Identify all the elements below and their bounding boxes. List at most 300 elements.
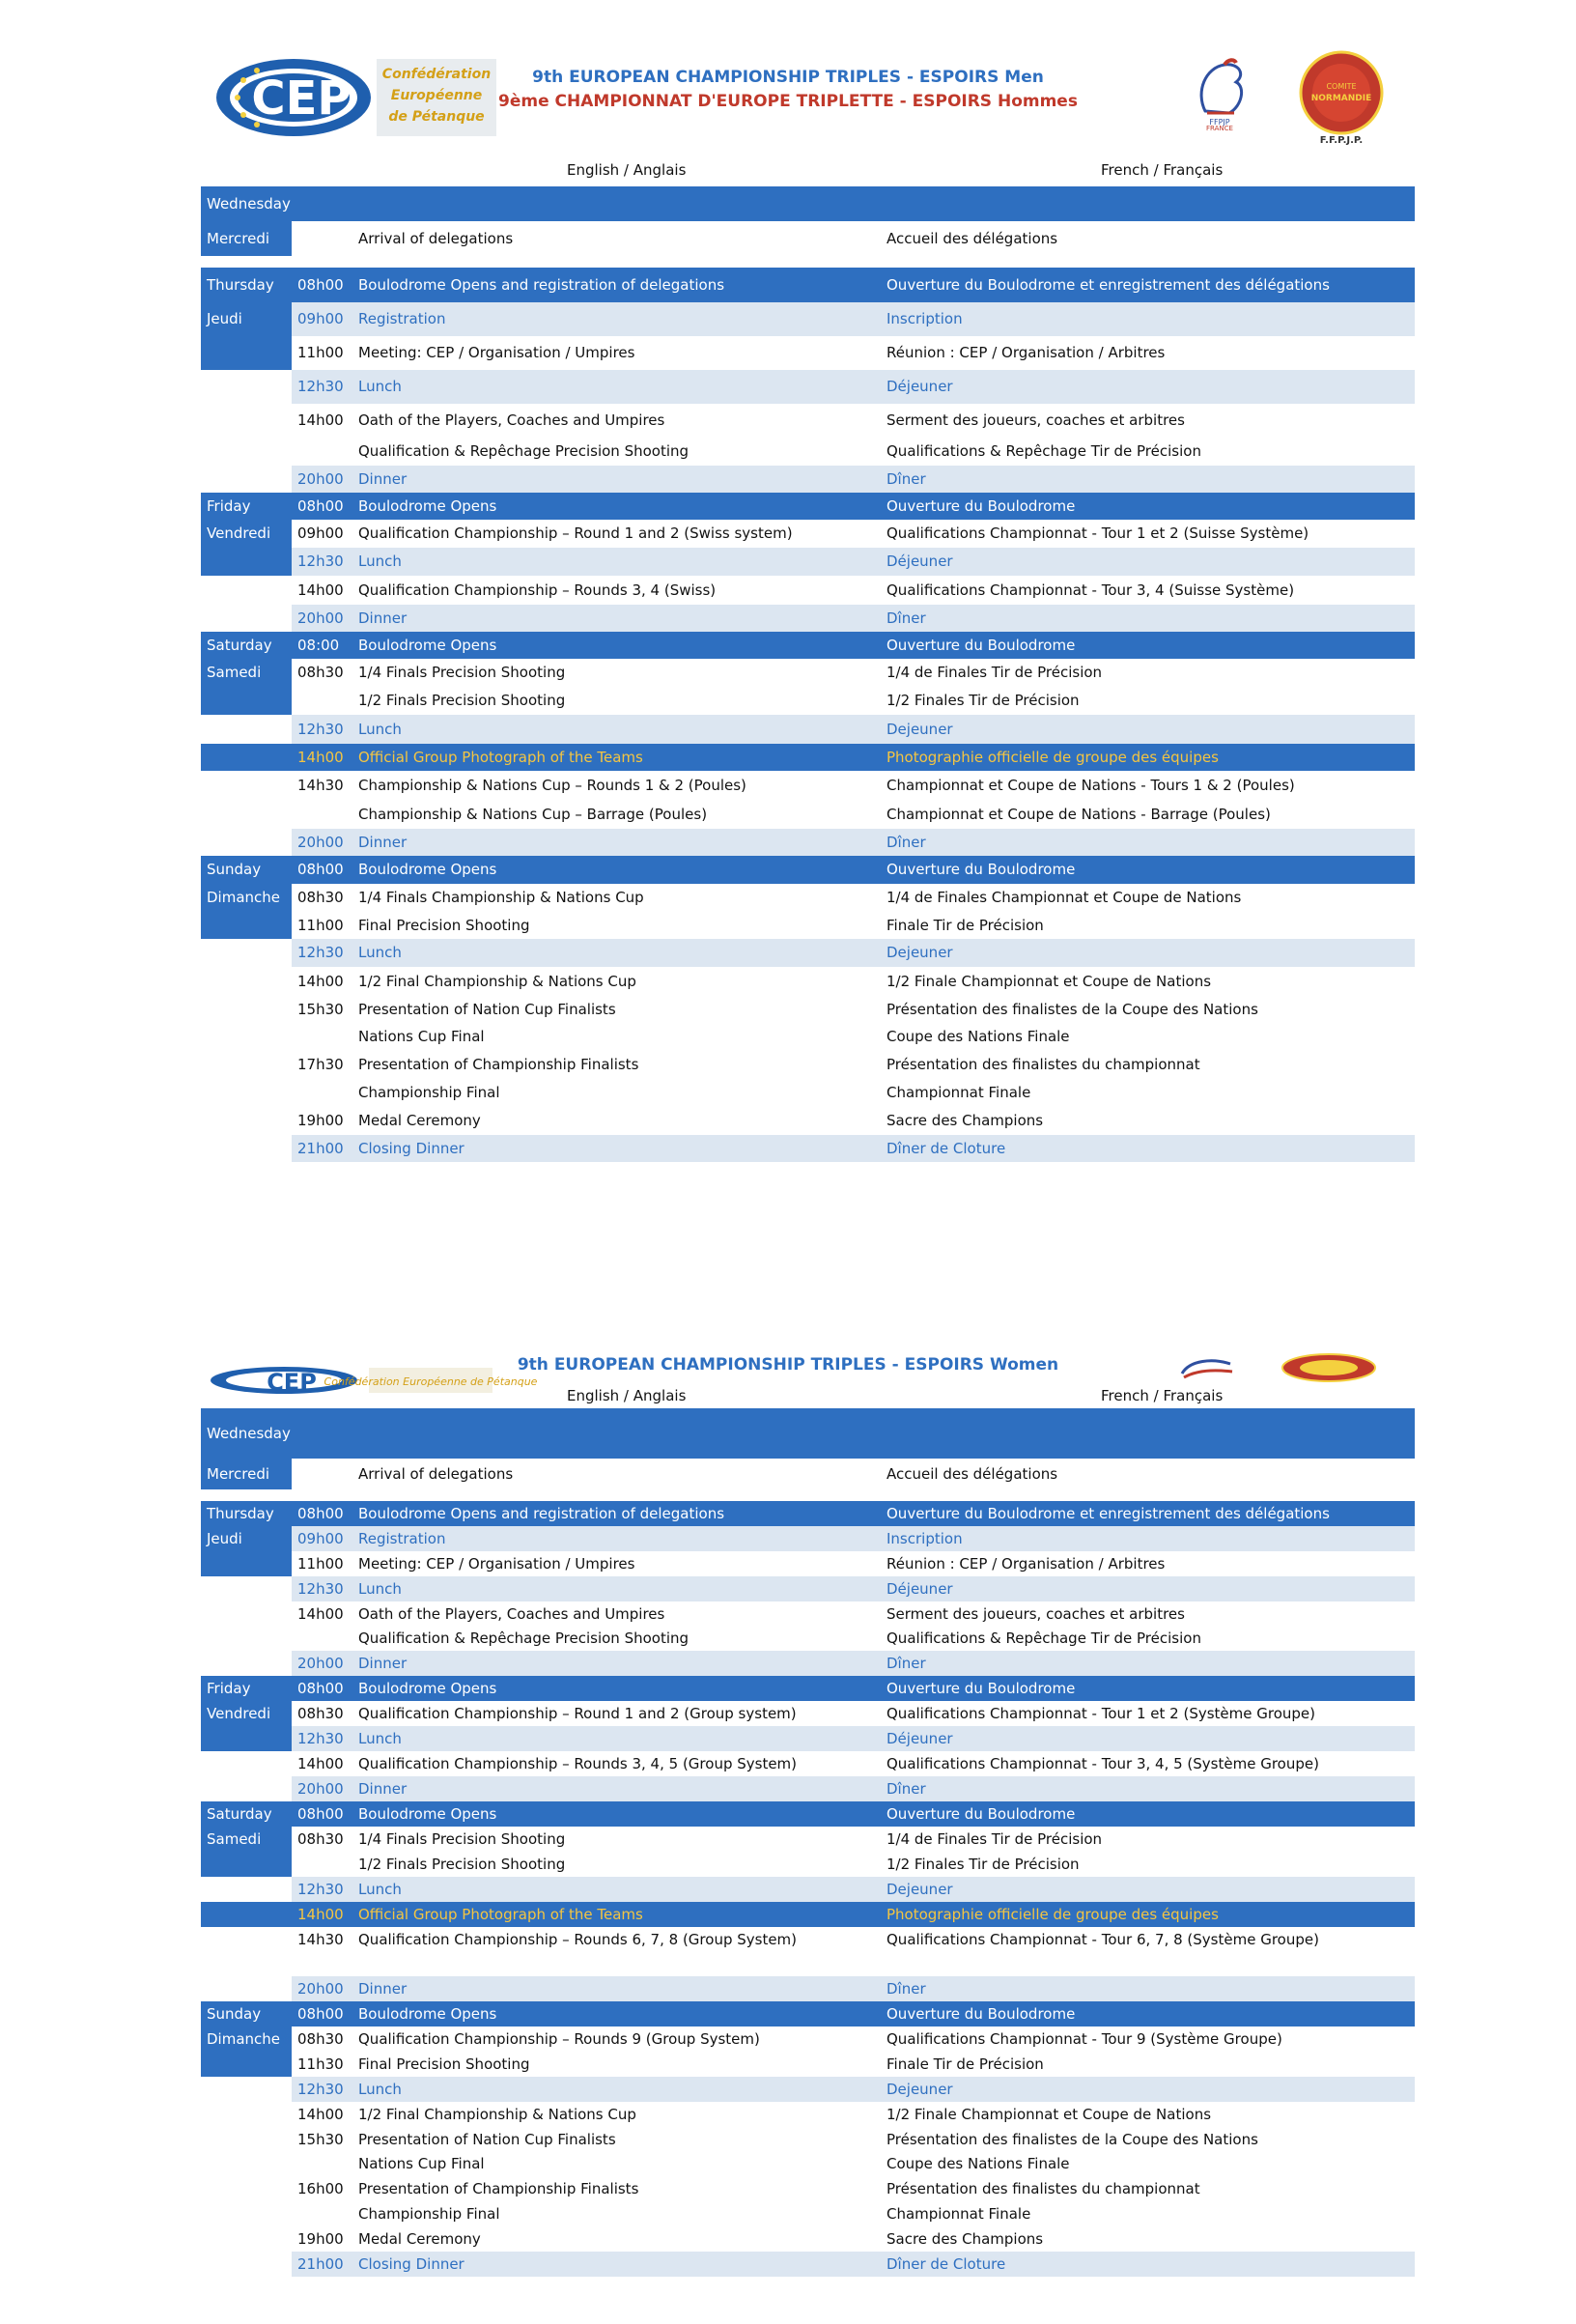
event-en: Qualification & Repêchage Precision Shooting — [358, 442, 690, 460]
time-cell: 15h30 — [297, 2131, 344, 2148]
schedule-row — [201, 370, 1415, 404]
event-fr: 1/2 Finales Tir de Précision — [886, 1856, 1080, 1873]
event-fr: Dejeuner — [886, 1881, 953, 1898]
event-fr: Dîner de Cloture — [886, 2255, 1006, 2273]
time-cell: 19h00 — [297, 2230, 344, 2248]
day-cell — [201, 1952, 292, 1976]
event-fr: Ouverture du Boulodrome et enregistrement des délégations — [886, 1505, 1330, 1522]
day-cell — [201, 1726, 292, 1751]
event-en: Nations Cup Final — [358, 2155, 485, 2172]
event-fr: Dîner — [886, 609, 926, 627]
time-cell: 12h30 — [297, 553, 344, 570]
schedule-row — [201, 632, 1415, 659]
event-en: Lunch — [358, 1580, 402, 1598]
svg-text:CEP: CEP — [267, 1369, 317, 1396]
men-lang-en: English / Anglais — [567, 161, 687, 179]
event-en: 1/2 Final Championship & Nations Cup — [358, 973, 636, 990]
event-en: Championship Final — [358, 1084, 500, 1101]
day-cell — [201, 605, 292, 632]
time-cell: 21h00 — [297, 2255, 344, 2273]
event-fr: Dejeuner — [886, 2081, 953, 2098]
day-label: Jeudi — [207, 310, 242, 327]
schedule-row — [201, 2026, 1415, 2052]
time-cell: 12h30 — [297, 1580, 344, 1598]
event-fr: Qualifications Championnat - Tour 3, 4, 5 (Système Groupe) — [886, 1755, 1319, 1772]
svg-text:FFPJP: FFPJP — [1209, 118, 1230, 127]
event-en: Registration — [358, 310, 446, 327]
day-cell — [201, 370, 292, 404]
time-cell: 14h00 — [297, 1906, 344, 1923]
event-en: Boulodrome Opens and registration of delegations — [358, 1505, 725, 1522]
event-fr: Serment des joueurs, coaches et arbitres — [886, 1605, 1185, 1623]
day-cell — [201, 771, 292, 801]
event-fr: Ouverture du Boulodrome — [886, 1805, 1076, 1823]
day-label: Samedi — [207, 664, 262, 681]
time-cell: 09h00 — [297, 310, 344, 327]
day-cell — [201, 2152, 292, 2176]
event-fr: 1/4 de Finales Tir de Précision — [886, 664, 1103, 681]
time-cell: 08h00 — [297, 497, 344, 515]
day-label: Sunday — [207, 2005, 262, 2023]
schedule-row — [201, 1079, 1415, 1107]
svg-text:FRANCE: FRANCE — [1206, 125, 1233, 132]
normandie-logo — [1292, 48, 1391, 147]
day-cell — [201, 1927, 292, 1952]
time-cell: 09h00 — [297, 524, 344, 542]
schedule-row — [201, 2226, 1415, 2252]
event-en: Dinner — [358, 609, 408, 627]
event-en: Lunch — [358, 378, 402, 395]
day-cell — [201, 1601, 292, 1627]
time-cell: 17h30 — [297, 1056, 344, 1073]
time-cell: 14h00 — [297, 973, 344, 990]
schedule-row — [201, 1051, 1415, 1079]
event-fr: Finale Tir de Précision — [886, 2055, 1044, 2073]
day-label: Samedi — [207, 1830, 262, 1848]
day-cell — [201, 2102, 292, 2127]
schedule-row — [201, 186, 1415, 221]
day-cell — [201, 1651, 292, 1676]
women-lang-en: English / Anglais — [567, 1387, 687, 1404]
event-en: Presentation of Nation Cup Finalists — [358, 1001, 616, 1018]
event-en: 1/2 Final Championship & Nations Cup — [358, 2106, 636, 2123]
event-fr: Qualifications Championnat - Tour 1 et 2 (Suisse Système) — [886, 524, 1309, 542]
day-label: Friday — [207, 1680, 251, 1697]
schedule-row — [201, 1627, 1415, 1651]
day-cell — [201, 1135, 292, 1162]
svg-text:COMITE: COMITE — [1326, 82, 1357, 91]
day-cell — [201, 336, 292, 370]
day-cell — [201, 1023, 292, 1051]
time-cell: 21h00 — [297, 1140, 344, 1157]
event-fr: Déjeuner — [886, 1580, 953, 1598]
day-cell — [201, 548, 292, 576]
time-cell: 14h00 — [297, 581, 344, 599]
schedule-row — [201, 884, 1415, 912]
day-label: Mercredi — [207, 230, 270, 247]
day-cell — [201, 2176, 292, 2201]
schedule-row — [201, 256, 1415, 268]
day-label: Dimanche — [207, 2030, 281, 2048]
schedule-row — [201, 829, 1415, 856]
schedule-row — [201, 1827, 1415, 1852]
event-en: Registration — [358, 1530, 446, 1547]
event-en: Oath of the Players, Coaches and Umpires — [358, 1605, 665, 1623]
event-fr: Réunion : CEP / Organisation / Arbitres — [886, 344, 1166, 361]
schedule-row — [201, 2176, 1415, 2201]
event-en: Lunch — [358, 2081, 402, 2098]
event-fr: Déjeuner — [886, 553, 953, 570]
event-en: Lunch — [358, 1881, 402, 1898]
event-fr: Coupe des Nations Finale — [886, 2155, 1070, 2172]
schedule-row — [201, 1927, 1415, 1952]
schedule-row — [201, 1408, 1415, 1459]
day-cell — [201, 1079, 292, 1107]
schedule-row — [201, 2152, 1415, 2176]
day-cell — [201, 1751, 292, 1776]
event-fr: Dîner — [886, 1780, 926, 1798]
schedule-row — [201, 801, 1415, 829]
day-cell — [201, 1576, 292, 1601]
men-title-en: 9th EUROPEAN CHAMPIONSHIP TRIPLES - ESPOIRS Men — [532, 68, 1044, 87]
event-en: Boulodrome Opens — [358, 497, 497, 515]
time-cell: 20h00 — [297, 609, 344, 627]
schedule-row — [201, 1676, 1415, 1701]
day-cell — [201, 1877, 292, 1902]
schedule-row — [201, 1501, 1415, 1526]
event-fr: Présentation des finalistes du championnat — [886, 2180, 1200, 2197]
event-fr: Serment des joueurs, coaches et arbitres — [886, 411, 1185, 429]
day-cell — [201, 1902, 292, 1927]
schedule-row — [201, 2077, 1415, 2102]
time-cell: 11h00 — [297, 1555, 344, 1573]
day-label: Thursday — [207, 1505, 274, 1522]
time-cell: 12h30 — [297, 378, 344, 395]
event-fr: Qualifications Championnat - Tour 6, 7, 8 (Système Groupe) — [886, 1931, 1319, 1948]
schedule-row — [201, 967, 1415, 996]
event-fr: Inscription — [886, 1530, 963, 1547]
time-cell: 08h30 — [297, 889, 344, 906]
event-fr: Qualifications Championnat - Tour 1 et 2 (Système Groupe) — [886, 1705, 1315, 1722]
time-cell: 08h00 — [297, 1505, 344, 1522]
day-label: Saturday — [207, 1805, 272, 1823]
day-cell — [201, 1776, 292, 1801]
time-cell: 16h00 — [297, 2180, 344, 2197]
time-cell: 08h30 — [297, 664, 344, 681]
ffpjp-logo-small — [1174, 1350, 1242, 1385]
schedule-row — [201, 1877, 1415, 1902]
event-fr: Déjeuner — [886, 1730, 953, 1747]
schedule-row — [201, 1952, 1415, 1976]
time-cell: 08h00 — [297, 1680, 344, 1697]
event-en: Boulodrome Opens — [358, 2005, 497, 2023]
time-cell: 14h30 — [297, 777, 344, 794]
event-en: Lunch — [358, 553, 402, 570]
event-en: Boulodrome Opens — [358, 861, 497, 878]
schedule-row — [201, 771, 1415, 801]
schedule-row — [201, 1701, 1415, 1726]
time-cell: 20h00 — [297, 1655, 344, 1672]
day-cell — [201, 1107, 292, 1135]
event-fr: 1/2 Finale Championnat et Coupe de Nations — [886, 973, 1212, 990]
event-fr: Finale Tir de Précision — [886, 917, 1044, 934]
event-en: Presentation of Nation Cup Finalists — [358, 2131, 616, 2148]
time-cell: 08h00 — [297, 2005, 344, 2023]
day-cell — [201, 687, 292, 715]
time-cell: 20h00 — [297, 470, 344, 488]
event-fr: Déjeuner — [886, 378, 953, 395]
event-en: Dinner — [358, 470, 408, 488]
schedule-row — [201, 548, 1415, 576]
men-title-fr: 9ème CHAMPIONNAT D'EUROPE TRIPLETTE - ESPOIRS Hommes — [498, 92, 1078, 111]
time-cell: 12h30 — [297, 1730, 344, 1747]
event-en: Final Precision Shooting — [358, 2055, 530, 2073]
event-en: Nations Cup Final — [358, 1028, 485, 1045]
event-fr: Inscription — [886, 310, 963, 327]
schedule-row — [201, 1551, 1415, 1576]
day-cell — [201, 2252, 292, 2277]
event-fr: Qualifications & Repêchage Tir de Précision — [886, 1630, 1201, 1647]
schedule-row — [201, 438, 1415, 466]
day-label: Saturday — [207, 637, 272, 654]
event-fr: 1/2 Finales Tir de Précision — [886, 692, 1080, 709]
schedule-row — [201, 1902, 1415, 1927]
event-en: Dinner — [358, 1980, 408, 1998]
schedule-row — [201, 1751, 1415, 1776]
day-cell — [201, 2052, 292, 2077]
event-en: Presentation of Championship Finalists — [358, 1056, 639, 1073]
day-cell — [201, 1852, 292, 1877]
event-fr: Ouverture du Boulodrome — [886, 2005, 1076, 2023]
time-cell: 12h30 — [297, 1881, 344, 1898]
schedule-row — [201, 1526, 1415, 1551]
time-cell: 09h00 — [297, 1530, 344, 1547]
schedule-row — [201, 1776, 1415, 1801]
event-fr: Qualifications & Repêchage Tir de Précision — [886, 442, 1201, 460]
event-en: 1/2 Finals Precision Shooting — [358, 1856, 566, 1873]
event-fr: 1/4 de Finales Tir de Précision — [886, 1830, 1103, 1848]
time-cell: 08h00 — [297, 276, 344, 294]
event-en: Dinner — [358, 1655, 408, 1672]
schedule-row — [201, 2102, 1415, 2127]
day-cell — [201, 1627, 292, 1651]
svg-text:Confédération Européenne de Pé: Confédération Européenne de Pétanque — [324, 1375, 538, 1388]
day-label: Friday — [207, 497, 251, 515]
time-cell: 14h00 — [297, 411, 344, 429]
day-cell — [201, 2201, 292, 2226]
time-cell: 11h00 — [297, 344, 344, 361]
day-cell — [201, 1551, 292, 1576]
event-en: 1/4 Finals Precision Shooting — [358, 664, 566, 681]
schedule-row — [201, 1107, 1415, 1135]
day-label: Dimanche — [207, 889, 281, 906]
ffpjp-logo — [1186, 53, 1253, 130]
day-cell — [201, 939, 292, 967]
event-fr: Accueil des délégations — [886, 1465, 1058, 1483]
event-en: 1/2 Finals Precision Shooting — [358, 692, 566, 709]
event-fr: Coupe des Nations Finale — [886, 1028, 1070, 1045]
schedule-row — [201, 1576, 1415, 1601]
time-cell: 12h30 — [297, 944, 344, 961]
day-label: Wednesday — [207, 195, 291, 213]
day-cell — [201, 256, 292, 268]
svg-text:F.F.P.J.P.: F.F.P.J.P. — [1319, 135, 1364, 146]
svg-text:CEP: CEP — [251, 71, 352, 126]
event-en: Qualification & Repêchage Precision Shooting — [358, 1630, 690, 1647]
normandie-logo-small — [1279, 1352, 1379, 1383]
event-en: Qualification Championship – Rounds 9 (Group System) — [358, 2030, 760, 2048]
day-label: Wednesday — [207, 1425, 291, 1442]
event-fr: Ouverture du Boulodrome — [886, 497, 1076, 515]
event-en: Dinner — [358, 834, 408, 851]
schedule-row — [201, 659, 1415, 687]
event-en: Meeting: CEP / Organisation / Umpires — [358, 1555, 635, 1573]
event-en: Arrival of delegations — [358, 230, 514, 247]
event-en: Official Group Photograph of the Teams — [358, 1906, 643, 1923]
event-fr: Ouverture du Boulodrome — [886, 861, 1076, 878]
men-lang-fr: French / Français — [1101, 161, 1224, 179]
event-en: Qualification Championship – Round 1 and 2 (Group system) — [358, 1705, 797, 1722]
event-en: Qualification Championship – Rounds 6, 7, 8 (Group System) — [358, 1931, 798, 1948]
time-cell: 11h30 — [297, 2055, 344, 2073]
day-label: Sunday — [207, 861, 262, 878]
event-en: Lunch — [358, 944, 402, 961]
schedule-row — [201, 2052, 1415, 2077]
day-cell — [201, 404, 292, 438]
day-label: Jeudi — [207, 1530, 242, 1547]
event-en: Oath of the Players, Coaches and Umpires — [358, 411, 665, 429]
event-fr: Sacre des Champions — [886, 2230, 1044, 2248]
event-fr: Ouverture du Boulodrome — [886, 637, 1076, 654]
day-label: Thursday — [207, 276, 274, 294]
event-en: Arrival of delegations — [358, 1465, 514, 1483]
time-cell: 15h30 — [297, 1001, 344, 1018]
event-en: 1/4 Finals Precision Shooting — [358, 1830, 566, 1848]
schedule-row — [201, 1601, 1415, 1627]
time-cell: 08:00 — [297, 637, 340, 654]
svg-text:Confédération: Confédération — [381, 67, 492, 82]
day-cell — [201, 1489, 292, 1501]
event-fr: Dejeuner — [886, 721, 953, 738]
event-fr: Présentation des finalistes du championnat — [886, 1056, 1200, 1073]
svg-text:NORMANDIE: NORMANDIE — [1310, 94, 1372, 103]
time-cell: 14h00 — [297, 2106, 344, 2123]
day-cell — [201, 912, 292, 939]
schedule-row — [201, 2201, 1415, 2226]
event-fr: Présentation des finalistes de la Coupe des Nations — [886, 2131, 1258, 2148]
day-cell — [201, 744, 292, 771]
day-cell — [201, 2226, 292, 2252]
day-cell — [201, 466, 292, 493]
event-en: Meeting: CEP / Organisation / Umpires — [358, 344, 635, 361]
event-fr: Championnat et Coupe de Nations - Barrage (Poules) — [886, 806, 1271, 823]
event-en: Medal Ceremony — [358, 2230, 481, 2248]
event-fr: 1/4 de Finales Championnat et Coupe de Nations — [886, 889, 1242, 906]
time-cell: 08h30 — [297, 1830, 344, 1848]
event-en: Qualification Championship – Rounds 3, 4, 5 (Group System) — [358, 1755, 798, 1772]
event-fr: Photographie officielle de groupe des équipes — [886, 1906, 1219, 1923]
schedule-row — [201, 2001, 1415, 2026]
event-en: Boulodrome Opens — [358, 637, 497, 654]
day-cell — [201, 1051, 292, 1079]
event-fr: Dîner — [886, 1655, 926, 1672]
event-en: Boulodrome Opens and registration of delegations — [358, 276, 725, 294]
day-cell — [201, 715, 292, 744]
event-en: Presentation of Championship Finalists — [358, 2180, 639, 2197]
schedule-row — [201, 1801, 1415, 1827]
svg-text:Européenne: Européenne — [390, 88, 483, 103]
schedule-row — [201, 336, 1415, 370]
event-fr: 1/2 Finale Championnat et Coupe de Nations — [886, 2106, 1212, 2123]
day-cell — [201, 576, 292, 605]
event-fr: Championnat et Coupe de Nations - Tours 1 & 2 (Poules) — [886, 777, 1295, 794]
event-fr: Sacre des Champions — [886, 1112, 1044, 1129]
time-cell: 12h30 — [297, 721, 344, 738]
schedule-row — [201, 1489, 1415, 1501]
time-cell: 19h00 — [297, 1112, 344, 1129]
event-fr: Présentation des finalistes de la Coupe des Nations — [886, 1001, 1258, 1018]
event-en: Lunch — [358, 721, 402, 738]
event-fr: Qualifications Championnat - Tour 9 (Système Groupe) — [886, 2030, 1282, 2048]
event-fr: Accueil des délégations — [886, 230, 1058, 247]
schedule-row — [201, 1976, 1415, 2001]
time-cell: 14h00 — [297, 1605, 344, 1623]
event-fr: Photographie officielle de groupe des équipes — [886, 749, 1219, 766]
schedule-row — [201, 1135, 1415, 1162]
time-cell: 14h30 — [297, 1931, 344, 1948]
event-fr: Dîner de Cloture — [886, 1140, 1006, 1157]
women-title-en: 9th EUROPEAN CHAMPIONSHIP TRIPLES - ESPOIRS Women — [517, 1355, 1059, 1375]
day-cell — [201, 2077, 292, 2102]
time-cell: 14h00 — [297, 1755, 344, 1772]
time-cell: 20h00 — [297, 1780, 344, 1798]
schedule-row — [201, 221, 1415, 256]
schedule-row — [201, 744, 1415, 771]
event-fr: Réunion : CEP / Organisation / Arbitres — [886, 1555, 1166, 1573]
schedule-row — [201, 576, 1415, 605]
event-fr: Dejeuner — [886, 944, 953, 961]
time-cell: 08h30 — [297, 2030, 344, 2048]
event-en: Qualification Championship – Rounds 3, 4 (Swiss) — [358, 581, 717, 599]
schedule-row — [201, 1852, 1415, 1877]
event-en: Lunch — [358, 1730, 402, 1747]
event-en: Championship & Nations Cup – Rounds 1 & 2 (Poules) — [358, 777, 746, 794]
event-en: Closing Dinner — [358, 2255, 464, 2273]
event-en: Closing Dinner — [358, 1140, 464, 1157]
schedule-row — [201, 302, 1415, 336]
event-fr: Qualifications Championnat - Tour 3, 4 (Suisse Système) — [886, 581, 1295, 599]
day-cell — [201, 967, 292, 996]
schedule-row — [201, 1459, 1415, 1489]
schedule-row — [201, 268, 1415, 302]
event-fr: Championnat Finale — [886, 1084, 1031, 1101]
day-cell — [201, 801, 292, 829]
schedule-row — [201, 520, 1415, 548]
schedule-row — [201, 2127, 1415, 2152]
time-cell: 20h00 — [297, 1980, 344, 1998]
event-fr: Ouverture du Boulodrome et enregistrement des délégations — [886, 276, 1330, 294]
time-cell: 08h00 — [297, 861, 344, 878]
event-fr: Dîner — [886, 834, 926, 851]
event-en: Official Group Photograph of the Teams — [358, 749, 643, 766]
event-en: Final Precision Shooting — [358, 917, 530, 934]
event-en: Dinner — [358, 1780, 408, 1798]
schedule-row — [201, 715, 1415, 744]
svg-text:de Pétanque: de Pétanque — [388, 109, 485, 125]
day-label: Vendredi — [207, 1705, 271, 1722]
time-cell: 08h00 — [297, 1805, 344, 1823]
event-en: Championship Final — [358, 2205, 500, 2223]
